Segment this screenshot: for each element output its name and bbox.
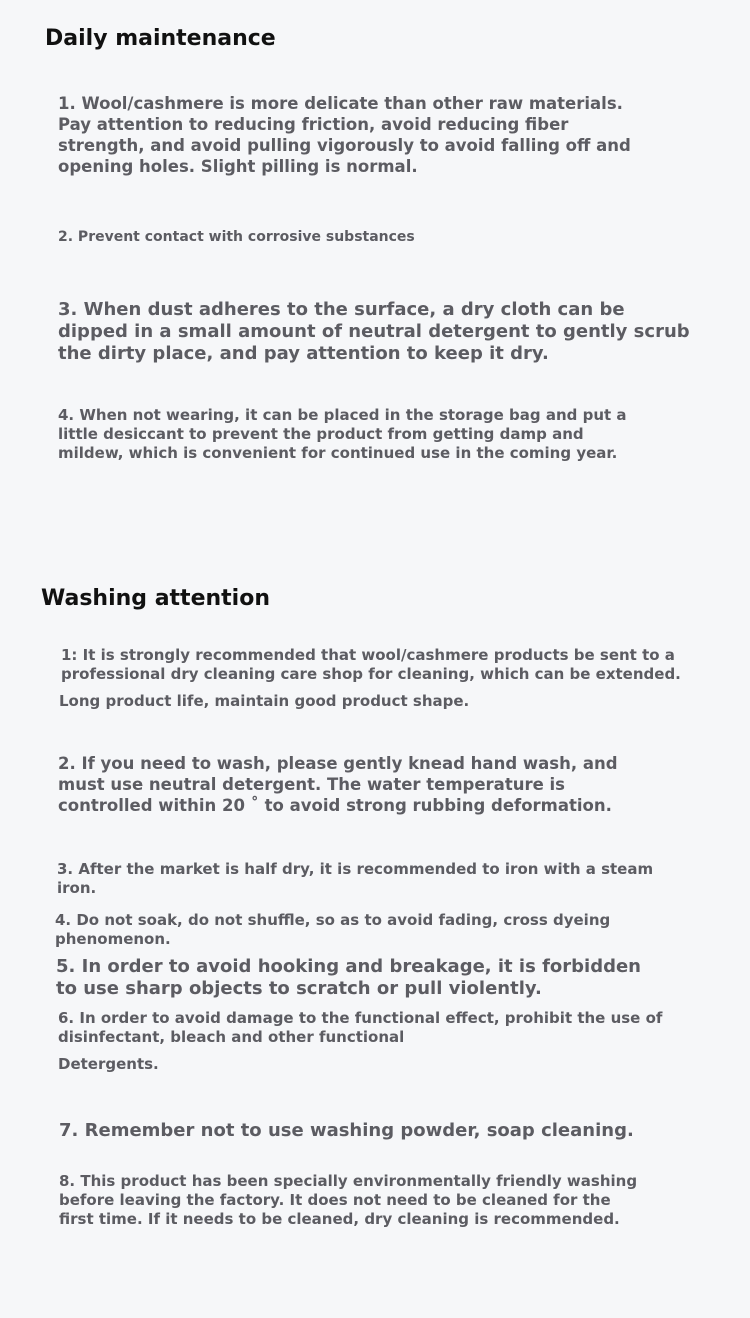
washing-attention-item-4: 4. Do not soak, do not shuffle, so as to avoid fading, cross dyeing phenomenon. [55,911,611,948]
washing-attention-item-1-continued: Long product life, maintain good product shape. [59,692,470,710]
daily-maintenance-item-2: 2. Prevent contact with corrosive substances [58,229,415,245]
washing-attention-item-7: 7. Remember not to use washing powder, soap cleaning. [59,1120,634,1141]
washing-attention-item-2: 2. If you need to wash, please gently knead hand wash, and must use neutral detergent. The water temperature is controlled within 20 ˚ to avoid strong rubbing deformation. [58,754,618,815]
daily-maintenance-item-3: 3. When dust adheres to the surface, a dry cloth can be dipped in a small amount of neutral detergent to gently scrub the dirty place, and pay attention to keep it dry. [58,299,690,364]
washing-attention-item-1: 1: It is strongly recommended that wool/cashmere products be sent to a professional dry cleaning care shop for cleaning, which can be extended. [61,646,681,683]
washing-attention-item-3: 3. After the market is half dry, it is recommended to iron with a steam iron. [57,860,654,897]
daily-maintenance-item-4: 4. When not wearing, it can be placed in the storage bag and put a little desiccant to prevent the product from getting damp and mildew, which is convenient for continued use in the coming year. [58,406,627,462]
washing-attention-item-6-continued: Detergents. [58,1055,159,1073]
washing-attention-item-8: 8. This product has been specially environmentally friendly washing before leaving the factory. It does not need to be cleaned for the first time. If it needs to be cleaned, dry cleaning is recommended. [59,1172,638,1228]
washing-attention-item-5: 5. In order to avoid hooking and breakage, it is forbidden to use sharp objects to scratch or pull violently. [56,956,641,999]
washing-attention-item-6: 6. In order to avoid damage to the functional effect, prohibit the use of disinfectant, bleach and other functional [58,1009,663,1046]
daily-maintenance-heading: Daily maintenance [45,26,276,51]
washing-attention-heading: Washing attention [41,586,270,611]
daily-maintenance-item-1: 1. Wool/cashmere is more delicate than other raw materials. Pay attention to reducing friction, avoid reducing fiber strength, and avoid pulling vigorously to avoid falling off and opening holes. Slight pilling is normal. [58,94,631,176]
